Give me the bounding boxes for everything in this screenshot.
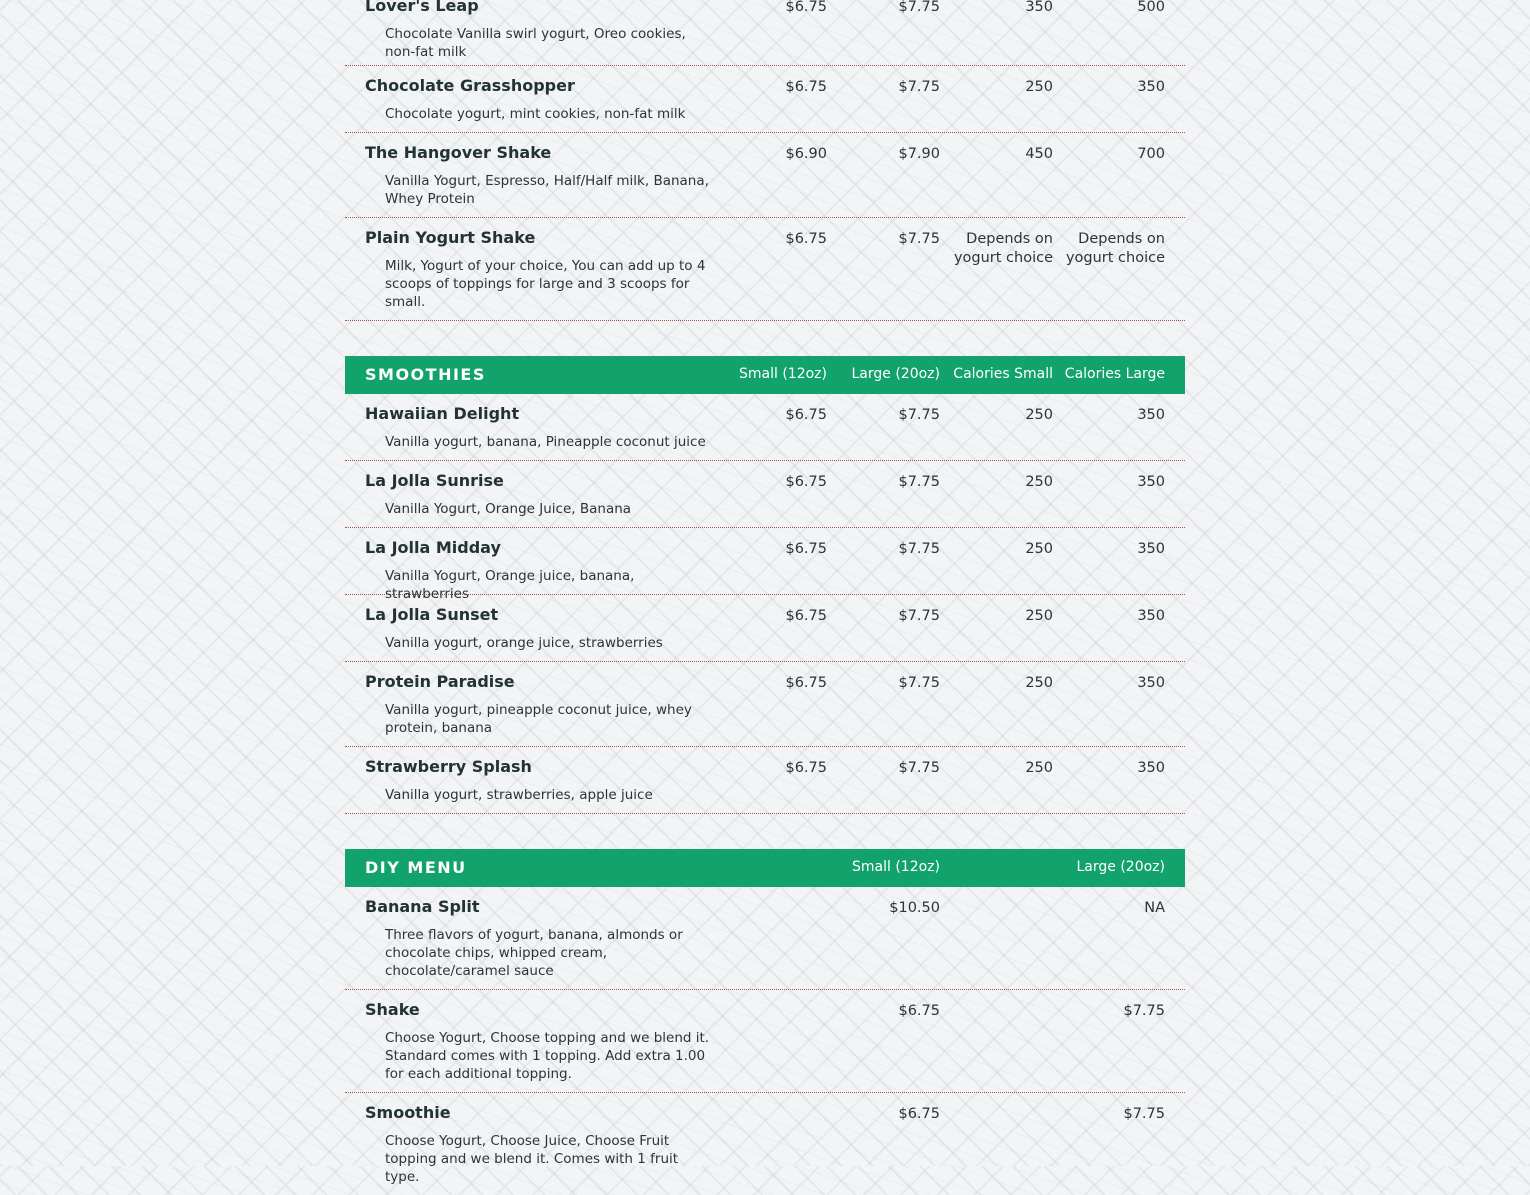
item-description: Vanilla Yogurt, Orange juice, banana, strawberries [385,568,635,602]
menu-item [345,747,1185,814]
column-header-calories-large: Calories Large [1064,366,1165,382]
item-name: Protein Paradise [365,672,515,691]
item-name: Hawaiian Delight [365,404,520,423]
calories-small: 250 [1025,760,1053,776]
item-description: Choose Yogurt, Choose topping and we blend it. Standard comes with 1 topping. Add extra 1.00 for each additional topping. [385,1030,710,1082]
section-gap [345,814,1185,849]
price-small: $6.75 [898,1106,940,1122]
item-description: Vanilla yogurt, strawberries, apple juice [385,787,653,803]
calories-large: 700 [1137,146,1165,162]
calories-small: 350 [1025,0,1053,15]
menu-item [345,595,1185,662]
price-small: $6.75 [785,541,827,557]
price-small: $6.75 [785,474,827,490]
price-large: $7.75 [898,675,940,691]
calories-large: 350 [1137,760,1165,776]
price-large: $7.75 [898,79,940,95]
smoothies-header [345,356,1185,394]
item-description: Three flavors of yogurt, banana, almonds or chocolate chips, whipped cream, chocolate/caramel sauce [385,927,683,979]
menu-container [345,0,1185,1195]
menu-item [345,133,1185,218]
price-small: $6.75 [785,675,827,691]
calories-large: 350 [1137,474,1165,490]
section-gap [345,321,1185,356]
price-large: $7.75 [898,407,940,423]
price-large: $7.75 [1123,1003,1165,1019]
price-small: $6.75 [785,407,827,423]
column-header-small: Small (12oz) [852,859,940,875]
price-large: $7.75 [898,474,940,490]
price-large: $7.75 [898,0,940,15]
menu-item [345,394,1185,461]
item-name: La Jolla Midday [365,538,501,557]
item-name: La Jolla Sunrise [365,471,504,490]
menu-item [345,528,1185,602]
item-description: Chocolate Vanilla swirl yogurt, Oreo cookies, non-fat milk [385,26,686,60]
item-name: Plain Yogurt Shake [365,228,536,247]
calories-small: 250 [1025,675,1053,691]
calories-large: 350 [1137,407,1165,423]
price-small: $6.75 [785,79,827,95]
menu-item [345,1093,1185,1195]
price-small: $6.75 [785,231,827,247]
item-description: Choose Yogurt, Choose Juice, Choose Fruit topping and we blend it. Comes with 1 fruit type. [385,1133,679,1185]
column-header-calories-small: Calories Small [953,366,1053,382]
item-description: Chocolate yogurt, mint cookies, non-fat milk [385,106,686,122]
calories-small: Depends on yogurt choice [953,231,1053,266]
price-large: $7.75 [898,760,940,776]
column-header-large: Large (20oz) [1076,859,1165,875]
menu-item [345,461,1185,528]
calories-small: 250 [1025,407,1053,423]
price-large: $7.75 [1123,1106,1165,1122]
item-description: Vanilla Yogurt, Espresso, Half/Half milk, Banana, Whey Protein [385,173,709,207]
item-name: Smoothie [365,1103,451,1122]
calories-large: Depends on yogurt choice [1065,231,1165,266]
item-name: Chocolate Grasshopper [365,76,575,95]
column-header-small: Small (12oz) [739,366,827,382]
item-description: Vanilla yogurt, pineapple coconut juice, whey protein, banana [385,702,692,736]
menu-item [345,990,1185,1093]
price-small: $6.90 [785,146,827,162]
item-name: Banana Split [365,897,480,916]
item-description: Vanilla Yogurt, Orange Juice, Banana [385,501,632,517]
calories-large: 350 [1137,541,1165,557]
price-large: $7.75 [898,231,940,247]
item-name: La Jolla Sunset [365,605,499,624]
calories-large: 350 [1137,675,1165,691]
item-description: Vanilla yogurt, orange juice, strawberries [385,635,663,651]
calories-small: 250 [1025,79,1053,95]
column-header-large: Large (20oz) [851,366,940,382]
price-large: $7.90 [898,146,940,162]
menu-item [345,66,1185,133]
menu-item [345,0,1185,66]
calories-small: 250 [1025,474,1053,490]
section-title: DIY MENU [365,858,467,877]
price-small: $6.75 [785,608,827,624]
calories-large: 500 [1137,0,1165,15]
price-large: NA [1144,900,1165,916]
calories-large: 350 [1137,79,1165,95]
calories-small: 250 [1025,541,1053,557]
section-title: SMOOTHIES [365,365,486,384]
calories-small: 250 [1025,608,1053,624]
price-small: $6.75 [898,1003,940,1019]
item-description: Vanilla yogurt, banana, Pineapple coconut juice [385,434,706,450]
menu-item [345,662,1185,747]
menu-item [345,218,1185,321]
item-description: Milk, Yogurt of your choice, You can add up to 4 scoops of toppings for large and 3 scoops for small. [385,258,706,310]
item-name: Strawberry Splash [365,757,532,776]
item-name: Lover's Leap [365,0,479,15]
diy-menu-header [345,849,1185,887]
menu-item [345,887,1185,990]
calories-large: 350 [1137,608,1165,624]
price-small: $6.75 [785,0,827,15]
item-name: Shake [365,1000,420,1019]
price-small: $6.75 [785,760,827,776]
price-large: $7.75 [898,608,940,624]
item-name: The Hangover Shake [365,143,552,162]
calories-small: 450 [1025,146,1053,162]
price-large: $7.75 [898,541,940,557]
price-small: $10.50 [889,900,940,916]
